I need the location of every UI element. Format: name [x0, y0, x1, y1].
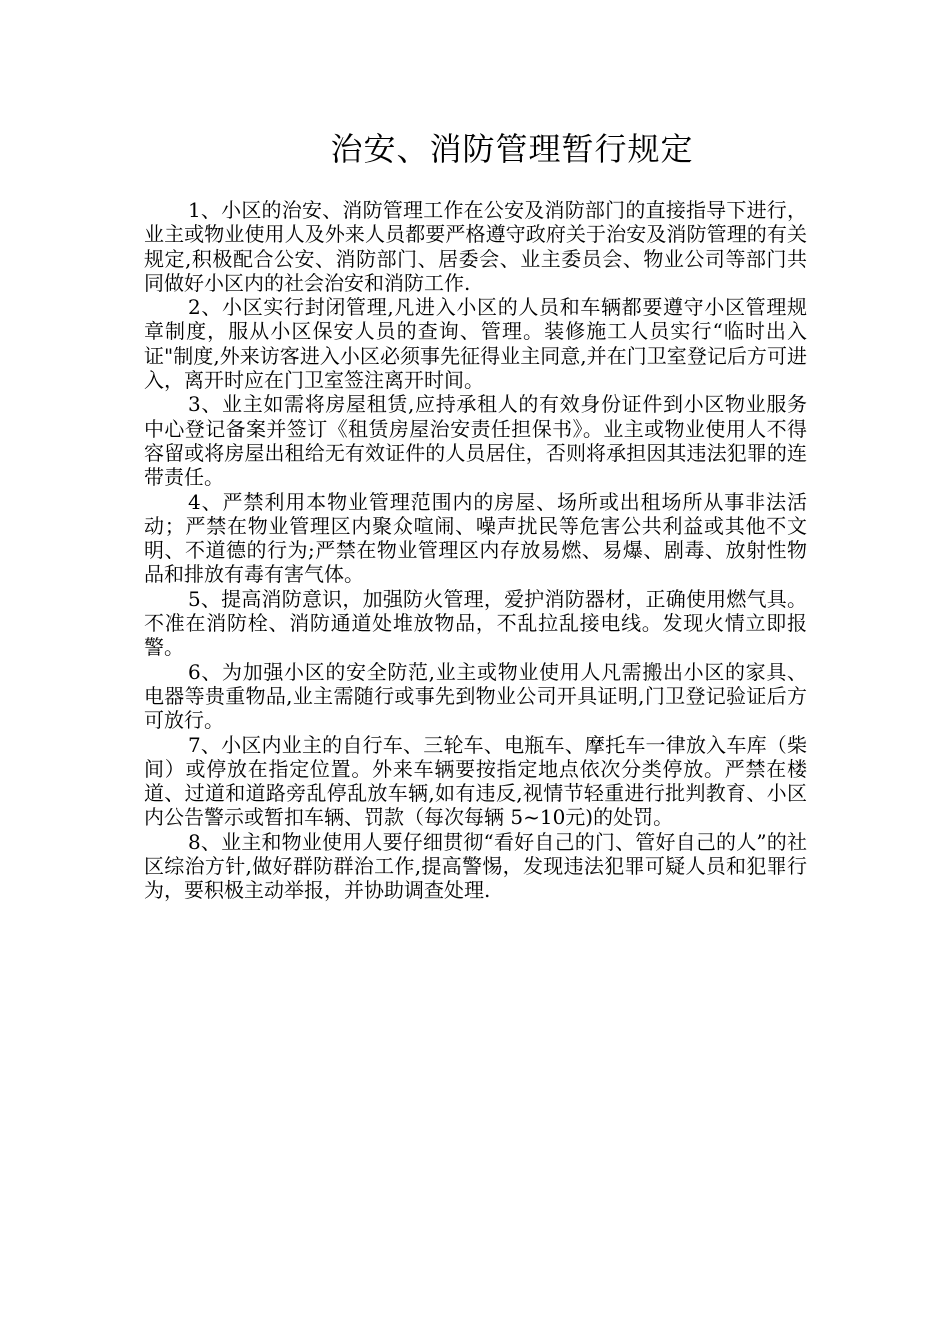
paragraph-5: 5、提高消防意识，加强防火管理，爱护消防器材，正确使用燃气具。不准在消防栓、消防通道处堆放物品，不乱拉乱接电线。发现火情立即报警。 — [144, 586, 807, 660]
paragraph-7: 7、小区内业主的自行车、三轮车、电瓶车、摩托车一律放入车库（柴间）或停放在指定位置。外来车辆要按指定地点依次分类停放。严禁在楼道、过道和道路旁乱停乱放车辆,如有违反,视情节轻重进行批判教育、小区内公告警示或暂扣车辆、罚款（每次每辆 5~10元)的处罚。 — [144, 732, 807, 830]
document-body — [144, 198, 807, 903]
paragraph-8: 8、业主和物业使用人要仔细贯彻“看好自己的门、管好自己的人”的社区综治方针,做好群防群治工作,提高警惕，发现违法犯罪可疑人员和犯罪行为，要积极主动举报，并协助调查处理. — [144, 829, 807, 903]
document-title: 治安、消防管理暂行规定 — [330, 130, 694, 168]
paragraph-1: 1、小区的治安、消防管理工作在公安及消防部门的直接指导下进行，业主或物业使用人及外来人员都要严格遵守政府关于治安及消防管理的有关规定,积极配合公安、消防部门、居委会、业主委员会、物业公司等部门共同做好小区内的社会治安和消防工作. — [144, 198, 807, 295]
paragraph-3: 3、业主如需将房屋租赁,应持承租人的有效身份证件到小区物业服务中心登记备案并签订《租赁房屋治安责任担保书》。业主或物业使用人不得容留或将房屋出租给无有效证件的人员居住，否则将承担因其违法犯罪的连带责任。 — [144, 392, 807, 490]
paragraph-6: 6、为加强小区的安全防范,业主或物业使用人凡需搬出小区的家具、电器等贵重物品,业主需随行或事先到物业公司开具证明,门卫登记验证后方可放行。 — [144, 659, 807, 733]
paragraph-2: 2、小区实行封闭管理,凡进入小区的人员和车辆都要遵守小区管理规章制度，服从小区保安人员的查询、管理。装修施工人员实行“临时出入证"制度,外来访客进入小区必须事先征得业主同意,并在门卫室登记后方可进入，离开时应在门卫室签注离开时间。 — [144, 295, 807, 393]
paragraph-4: 4、严禁利用本物业管理范围内的房屋、场所或出租场所从事非法活动；严禁在物业管理区内聚众喧闹、噪声扰民等危害公共利益或其他不文明、不道德的行为;严禁在物业管理区内存放易燃、易爆、剧毒、放射性物品和排放有毒有害气体。 — [144, 489, 807, 587]
